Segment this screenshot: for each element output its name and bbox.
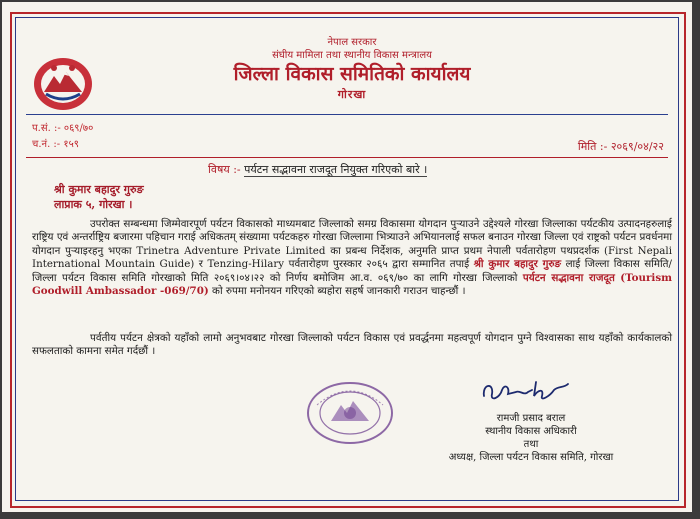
patra-sankhya: प.सं. :- ०६९/७० [32,123,94,134]
nepal-emblem-icon [32,54,94,112]
header-divider [26,114,668,115]
letter-date: मिति :- २०६९/०४/२२ [577,140,664,153]
subject-text: पर्यटन सद्भावना राजदूत नियुक्त गरिएको बारे । [244,163,428,176]
highlight-recipient-name: श्री कुमार बहादुर गुरुङ [473,258,562,271]
signatory-conjunction: तथा [523,439,539,450]
recipient-name: श्री कुमार बहादुर गुरुङ [54,183,144,196]
signature-mark [480,376,572,406]
header-govt: नेपाल सरकार [327,37,377,48]
signatory-name: रामजी प्रसाद बराल [496,413,566,424]
subject-line [208,162,427,177]
signatory-role: अध्यक्ष, जिल्ला पर्यटन विकास समिति, गोरखा [448,452,614,463]
chalani-number: च.नं. :- १५९ [32,139,79,150]
highlight-title-np: पर्यटन सद्भावना राजदूत [522,271,615,284]
letter-page [2,2,692,512]
recipient-address: लाप्राक ५, गोरखा । [54,198,133,211]
highlight-title-en: (Tourism Goodwill Ambassador -069/70) [32,271,673,298]
subject-label: विषय :- [208,163,241,176]
date-divider [26,157,668,158]
signatory-designation: स्थानीय विकास अधिकारी [485,426,577,437]
body-paragraph-2: पर्वतीय पर्यटन क्षेत्रको यहाँको लामो अनुभवबाट गोरखा जिल्लाको पर्यटन विकास एवं प्रवर्द्धनमा महत्वपूर्ण योगदान पुग्ने विश्वासका साथ यहाँको कार्यकालको सफलताको कामना समेत गर्दछौं । [32,332,672,358]
office-seal-stamp [295,377,405,447]
header-office: जिल्ला विकास समितिको कार्यालय [233,63,471,85]
body-paragraph-1: उपरोक्त सम्बन्धमा जिम्मेवारपूर्ण पर्यटन विकासको माध्यमबाट जिल्लाको समग्र विकासमा योगदान पुऱ्याउने उद्देश्यले गोरखा जिल्लाका पर्यटकीय उत्पादनहरुलाई राष्ट्रिय एवं अन्तर्राष्ट्रिय बजारमा पहिचान गराई अधिकतम् संख्यामा पर्यटकहरु गोरखा जिल्लामा भित्र्याउने अभियानलाई सफल बनाउन गोरखा जिल्ला एवं राष्ट्रको पर्यटन प्रवर्धनमा योगदान पुऱ्याइरहनु भएका Trinetra Adventure Private Limited का प्रबन्ध निर्देशक, अनुमति प्राप्त प्रथम नेपाली पर्वतारोहण पथप्रदर्शक (First Nepali International Mountain Guide) र Tenzing-Hilary पर्वतारोहण पुरस्कार २०६५ द्वारा सम्मानित तपाई श्री कुमार बहादुर गुरुङ लाई जिल्ला विकास समिति/जिल्ला पर्यटन विकास समिति गोरखाको मिति २०६९।०४।२२ को निर्णय बमोजिम आ.व. ०६९/७० का लागि गोरखा जिल्लाको पर्यटन सद्भावना राजदूत (Tourism Goodwill Ambassador -069/70) को रुपमा मनोनयन गरिएको ब्यहोरा सहर्ष जानकारी गराउन चाहन्छौं । [32,218,673,298]
header-district: गोरखा [337,88,367,101]
header-ministry: संघीय मामिला तथा स्थानीय विकास मन्त्रालय [272,50,432,61]
